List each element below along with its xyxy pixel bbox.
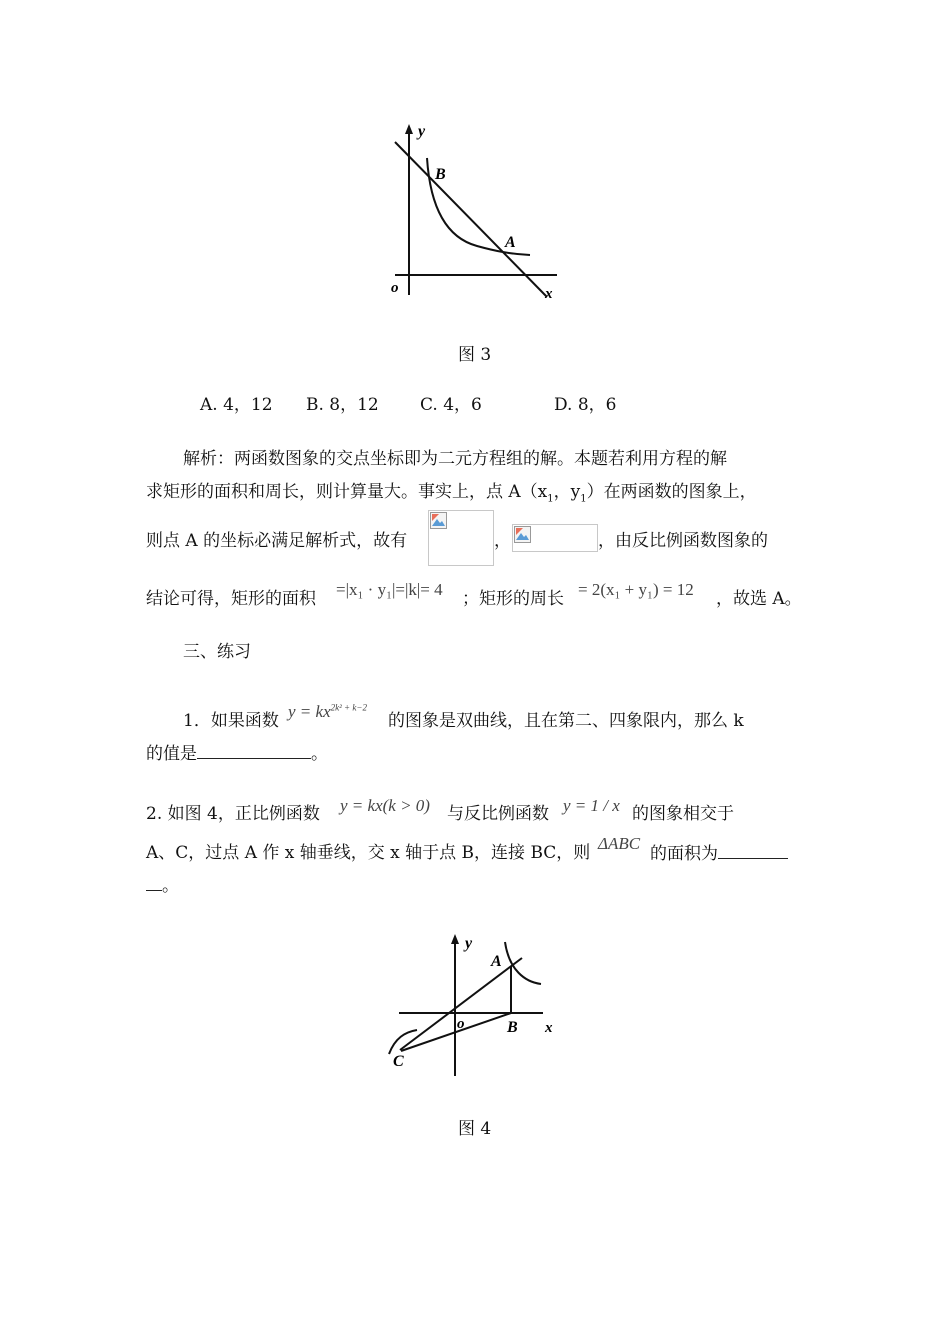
q2-line-3: 。 — [146, 874, 179, 897]
broken-image-equation-2 — [512, 524, 598, 552]
option-c: C. 4，6 — [420, 395, 482, 415]
broken-image-icon — [514, 526, 531, 543]
x-axis-label: x — [545, 1020, 553, 1036]
point-a-label: A — [505, 234, 516, 251]
analysis-line-4-mid: ；矩形的周长 — [462, 589, 564, 609]
perimeter-formula: = 2(x₁ + y₁) = 12 — [578, 580, 694, 599]
q2-line-2: A、C，过点 A 作 x 轴垂线，交 x 轴于点 B，连接 BC，则 — [146, 843, 591, 863]
broken-image-equation-1 — [428, 510, 494, 566]
origin-label: o — [457, 1016, 465, 1032]
origin-label: o — [391, 280, 399, 296]
analysis-line-4-start: 结论可得，矩形的面积 — [146, 589, 316, 609]
area-formula: =|x₁ · y₁|=|k|= 4 — [336, 580, 443, 599]
y-axis-arrow — [405, 124, 413, 134]
point-a-label: A — [491, 953, 502, 970]
q1-suffix: 的图象是双曲线，且在第二、四象限内，那么 k — [388, 711, 744, 731]
q1-formula: $y = kx^{2k^2 + k-2}$ — [288, 702, 367, 721]
analysis-line-1: 解析：两函数图象的交点坐标即为二元方程组的解。本题若利用方程的解 — [183, 449, 727, 469]
figure-4-caption: 图 4 — [458, 1119, 492, 1139]
point-c-label: C — [393, 1053, 404, 1070]
q2-line-2-end: 的面积为 — [650, 842, 788, 865]
y-axis-label: y — [418, 123, 426, 140]
x-axis-label: x — [545, 286, 553, 302]
q2-formula-1: y = kx(k > 0) — [340, 796, 430, 815]
broken-image-icon — [430, 512, 447, 529]
analysis-line-3-start: 则点 A 的坐标必满足解析式，故有 — [146, 531, 408, 551]
q2-triangle: ΔABC — [598, 834, 641, 853]
q2-formula-2: y = 1 / x — [563, 796, 620, 815]
q2-prefix: 2. 如图 4，正比例函数 — [146, 804, 320, 824]
q2-answer-blank[interactable] — [718, 842, 788, 859]
linear-function-line — [395, 142, 547, 297]
analysis-comma: ， — [494, 531, 511, 551]
option-b: B. 8，12 — [306, 395, 379, 415]
q2-answer-blank-cont[interactable] — [146, 874, 162, 891]
analysis-line-3-end: ，由反比例函数图象的 — [598, 531, 768, 551]
option-d: D. 8，6 — [554, 395, 617, 415]
analysis-line-2: 求矩形的面积和周长，则计算量大。事实上，点 $A(x_1$，$y_1$）在两函数的图象上， — [146, 482, 757, 505]
point-b-label: B — [507, 1019, 518, 1036]
q1-line-2: 的值是 。 — [146, 744, 328, 764]
point-b-label: B — [435, 166, 446, 183]
figure-3-caption: 图 3 — [458, 345, 492, 365]
y-axis-label: y — [465, 935, 473, 952]
q1-prefix: 1．如果函数 — [183, 711, 279, 731]
q2-mid: 与反比例函数 — [447, 804, 549, 824]
y-axis-arrow — [451, 934, 459, 944]
option-a: A. 4，12 — [200, 395, 273, 415]
figure-4-graph — [385, 930, 565, 1080]
q1-answer-blank[interactable] — [197, 742, 311, 759]
analysis-line-4-end: ，故选 A。 — [716, 589, 802, 609]
q2-suffix: 的图象相交于 — [632, 804, 734, 824]
figure-3-graph — [385, 120, 565, 305]
proportional-line — [400, 958, 522, 1050]
section-title: 三、练习 — [183, 642, 251, 662]
